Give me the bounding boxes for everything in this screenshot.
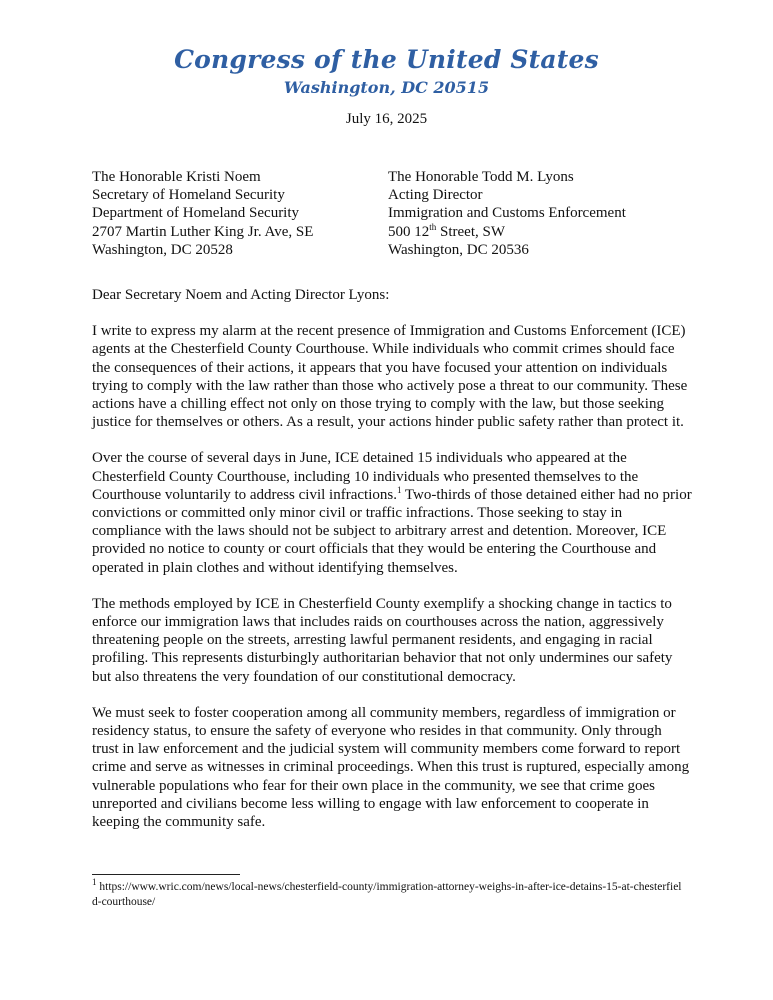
- paragraph-4: We must seek to foster cooperation among all community members, regardless of immigration or residency status, to ensure the safety of everyone who resides in that community. Only through trust in law enforcement and the judicial system will community members come forward to report crime and serve as witnesses in criminal proceedings. When this trust is ruptured, especially among vulnerable populations who fear for their own place in the community, we see that crime goes unreported and civilians become less willing to engage with law enforcement to cooperate in keeping the community safe.: [92, 704, 690, 831]
- recipient-address-left: [92, 168, 313, 259]
- footnote-reference: 1: [396, 484, 402, 495]
- recipient-address-right: [388, 168, 626, 259]
- address-line: Secretary of Homeland Security: [92, 187, 285, 204]
- letterhead-city: Washington, DC 20515: [283, 78, 490, 97]
- address-line: Immigration and Customs Enforcement: [388, 205, 626, 222]
- footnote-link[interactable]: https://www.wric.com/news/local-news/chesterfield-county/immigration-attorney-weighs-in-after-ice-detains-15-at-chesterfield-courthouse/: [92, 881, 682, 908]
- address-line: Department of Homeland Security: [92, 205, 300, 222]
- letter-body: [92, 286, 692, 849]
- paragraph-3: The methods employed by ICE in Chesterfield County exemplify a shocking change in tactics to enforce our immigration laws that includes raids on courthouses across the nation, aggressively threatening people on the streets, arresting lawful permanent residents, and engaging in racial profiling. This represents disturbingly authoritarian behavior that not only undermines our safety but also threatens the very foundation of our constitutional democracy.: [92, 595, 673, 685]
- address-line: Washington, DC 20536: [388, 241, 529, 258]
- paragraph-1: I write to express my alarm at the recent presence of Immigration and Customs Enforcement (ICE) agents at the Chesterfield County Courthouse. While individuals who commit crimes should face the consequences of their actions, it appears that you have focused your attention on individuals trying to comply with the law rather than those who actively pose a threat to our community. These actions have a chilling effect not only on those trying to comply with the law, but those seeking justice for themselves or others. As a result, your actions hinder public safety rather than protect it.: [92, 323, 688, 431]
- address-line: Acting Director: [388, 187, 483, 204]
- address-line: The Honorable Todd M. Lyons: [388, 169, 574, 185]
- address-line: The Honorable Kristi Noem: [92, 169, 261, 185]
- salutation: Dear Secretary Noem and Acting Director Lyons:: [92, 287, 390, 303]
- letterhead: [0, 44, 773, 98]
- paragraph-2: [92, 449, 692, 576]
- paragraph-2-text-cont: Two-thirds of those detained either had no prior convictions or committed only minor civil or traffic infractions. Those seeking to stay in compliance with the laws should not be subject to arbitrary arrest and detention. Moreover, ICE provided no notice to county or court officials that they would be entering the Courthouse and operated in plain clothes and without identifying themselves.: [92, 486, 692, 576]
- paragraph-2-text: Over the course of several days in June, ICE detained 15 individuals who appeared at the Chesterfield County Courthouse, including 10 individuals who presented themselves to the Courthouse voluntarily to address civil infractions.: [92, 450, 639, 503]
- address-line: [388, 223, 626, 241]
- footnote-marker: 1: [92, 877, 97, 888]
- ordinal-suffix: th: [429, 221, 437, 232]
- street-name: Street, SW: [436, 223, 506, 240]
- letterhead-title: Congress of the United States: [174, 45, 599, 74]
- footnote-divider: [92, 874, 240, 875]
- address-line: 2707 Martin Luther King Jr. Ave, SE: [92, 223, 314, 240]
- footnote: [92, 877, 684, 909]
- letter-date: July 16, 2025: [345, 111, 428, 127]
- street-number: 500 12: [388, 223, 430, 240]
- address-line: Washington, DC 20528: [92, 241, 233, 258]
